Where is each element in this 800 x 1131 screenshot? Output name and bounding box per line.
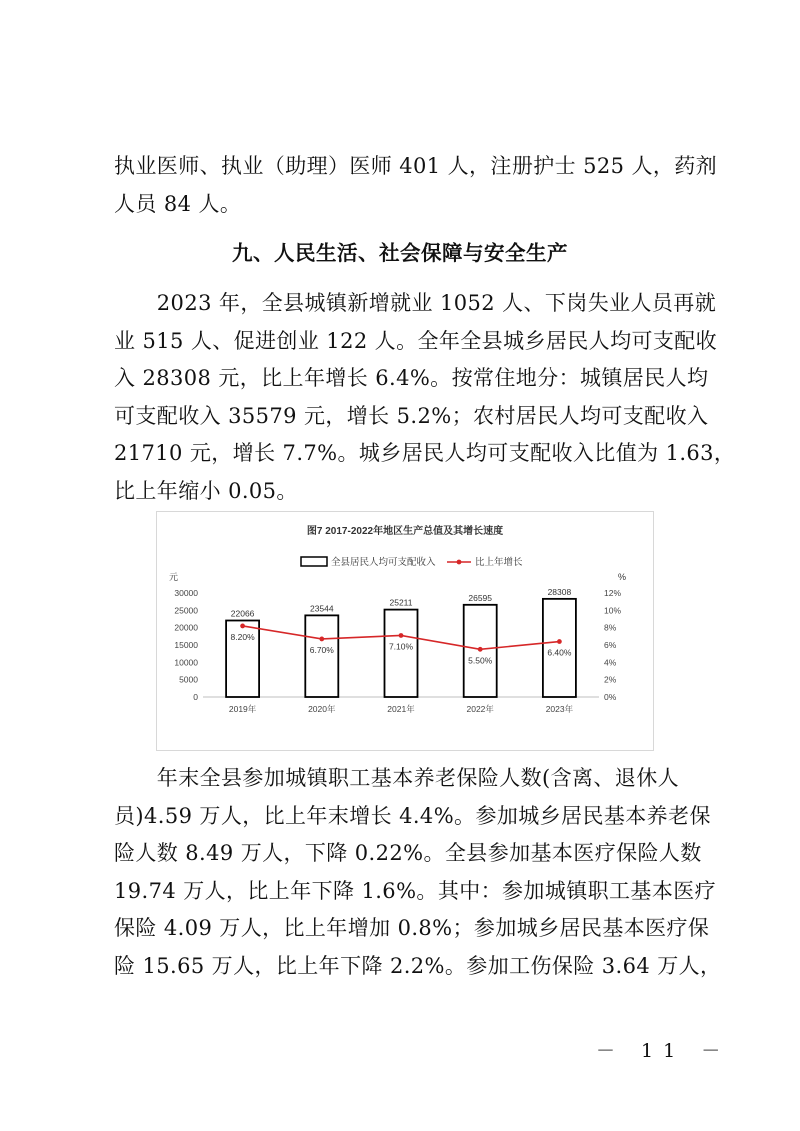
- legend-line-label: 比上年增长: [475, 557, 523, 568]
- text-line: 可支配收入 35579 元，增长 5.2%；农村居民人均可支配收入: [114, 403, 709, 428]
- right-tick-label: 0%: [604, 692, 617, 702]
- legend-bar-swatch: [301, 557, 327, 566]
- chart-title: 图7 2017-2022年地区生产总值及其增长速度: [306, 526, 504, 537]
- x-tick-label: 2023年: [545, 704, 574, 714]
- right-tick-label: 6%: [604, 640, 617, 650]
- bar-value-label: 22066: [230, 608, 255, 619]
- growth-value-label: 6.70%: [309, 644, 334, 655]
- text-line: 2023 年，全县城镇新增就业 1052 人、下岗失业人员再就: [114, 291, 717, 315]
- right-axis-unit: %: [618, 572, 627, 582]
- text-line: 比上年缩小 0.05。: [114, 478, 298, 503]
- left-axis-unit: 元: [169, 572, 179, 582]
- growth-point: [319, 637, 324, 642]
- chart-legend: [301, 556, 523, 568]
- right-tick-label: 8%: [604, 622, 617, 633]
- text-line: 执业医师、执业（助理）医师 401 人，注册护士 525 人，药剂: [114, 154, 718, 178]
- growth-point: [557, 639, 562, 644]
- text-line: 员)4.59 万人，比上年末增长 4.4%。参加城乡居民基本养老保: [114, 803, 711, 828]
- left-tick-label: 10000: [174, 657, 198, 668]
- left-tick-label: 25000: [174, 605, 198, 616]
- right-tick-label: 4%: [604, 657, 617, 668]
- right-tick-label: 12%: [604, 588, 622, 598]
- growth-point: [478, 647, 483, 652]
- left-tick-label: 5000: [179, 674, 198, 685]
- text-line: 入 28308 元，比上年增长 6.4%。按常住地分：城镇居民人均: [114, 366, 709, 390]
- bar-value-label: 25211: [389, 597, 413, 608]
- paragraph-social-insurance: [114, 760, 722, 985]
- income-chart: [156, 511, 654, 751]
- bar-value-label: 23544: [309, 603, 334, 614]
- right-tick-label: 2%: [604, 674, 617, 685]
- text-line: 保险 4.09 万人，比上年增加 0.8%；参加城乡居民基本医疗保: [114, 916, 710, 940]
- text-line: 业 515 人、促进创业 122 人。全年全县城乡居民人均可支配收: [114, 328, 718, 353]
- x-tick-label: 2021年: [387, 704, 415, 714]
- growth-value-label: 8.20%: [230, 631, 255, 642]
- paragraph-medical-staff: [114, 148, 718, 223]
- income-chart-svg: [157, 512, 653, 750]
- paragraph-employment-income: [114, 285, 736, 510]
- left-tick-label: 0: [193, 692, 198, 702]
- left-tick-label: 30000: [174, 588, 198, 598]
- legend-bar-label: 全县居民人均可支配收入: [331, 557, 436, 568]
- right-tick-label: 10%: [604, 605, 622, 616]
- chart-bar: [305, 615, 338, 697]
- text-line: 年末全县参加城镇职工基本养老保险人数(含离、退休人: [114, 766, 679, 790]
- text-line: 险人数 8.49 万人，下降 0.22%。全县参加基本医疗保险人数: [114, 841, 702, 865]
- growth-value-label: 6.40%: [547, 647, 572, 658]
- growth-point: [240, 624, 245, 629]
- text-line: 险 15.65 万人，比上年下降 2.2%。参加工伤保险 3.64 万人，: [114, 953, 722, 978]
- text-line: 21710 元，增长 7.7%。城乡居民人均可支配收入比值为 1.63，: [114, 441, 736, 465]
- x-tick-label: 2020年: [308, 704, 336, 714]
- bar-value-label: 28308: [547, 586, 572, 597]
- growth-value-label: 5.50%: [468, 655, 493, 666]
- text-line: 19.74 万人，比上年下降 1.6%。其中：参加城镇职工基本医疗: [114, 878, 717, 903]
- left-tick-label: 15000: [174, 640, 198, 650]
- section-heading: 九、人民生活、社会保障与安全生产: [232, 241, 568, 265]
- text-line: 人员 84 人。: [114, 191, 242, 216]
- page-number: － 11 －: [596, 1040, 731, 1062]
- bar-value-label: 26595: [468, 592, 493, 603]
- x-tick-label: 2022年: [466, 704, 494, 714]
- growth-point: [399, 633, 404, 638]
- growth-value-label: 7.10%: [388, 641, 414, 652]
- legend-line-marker: [457, 560, 462, 565]
- x-tick-label: 2019年: [228, 704, 257, 714]
- chart-bar: [385, 610, 418, 697]
- left-tick-label: 20000: [174, 622, 198, 633]
